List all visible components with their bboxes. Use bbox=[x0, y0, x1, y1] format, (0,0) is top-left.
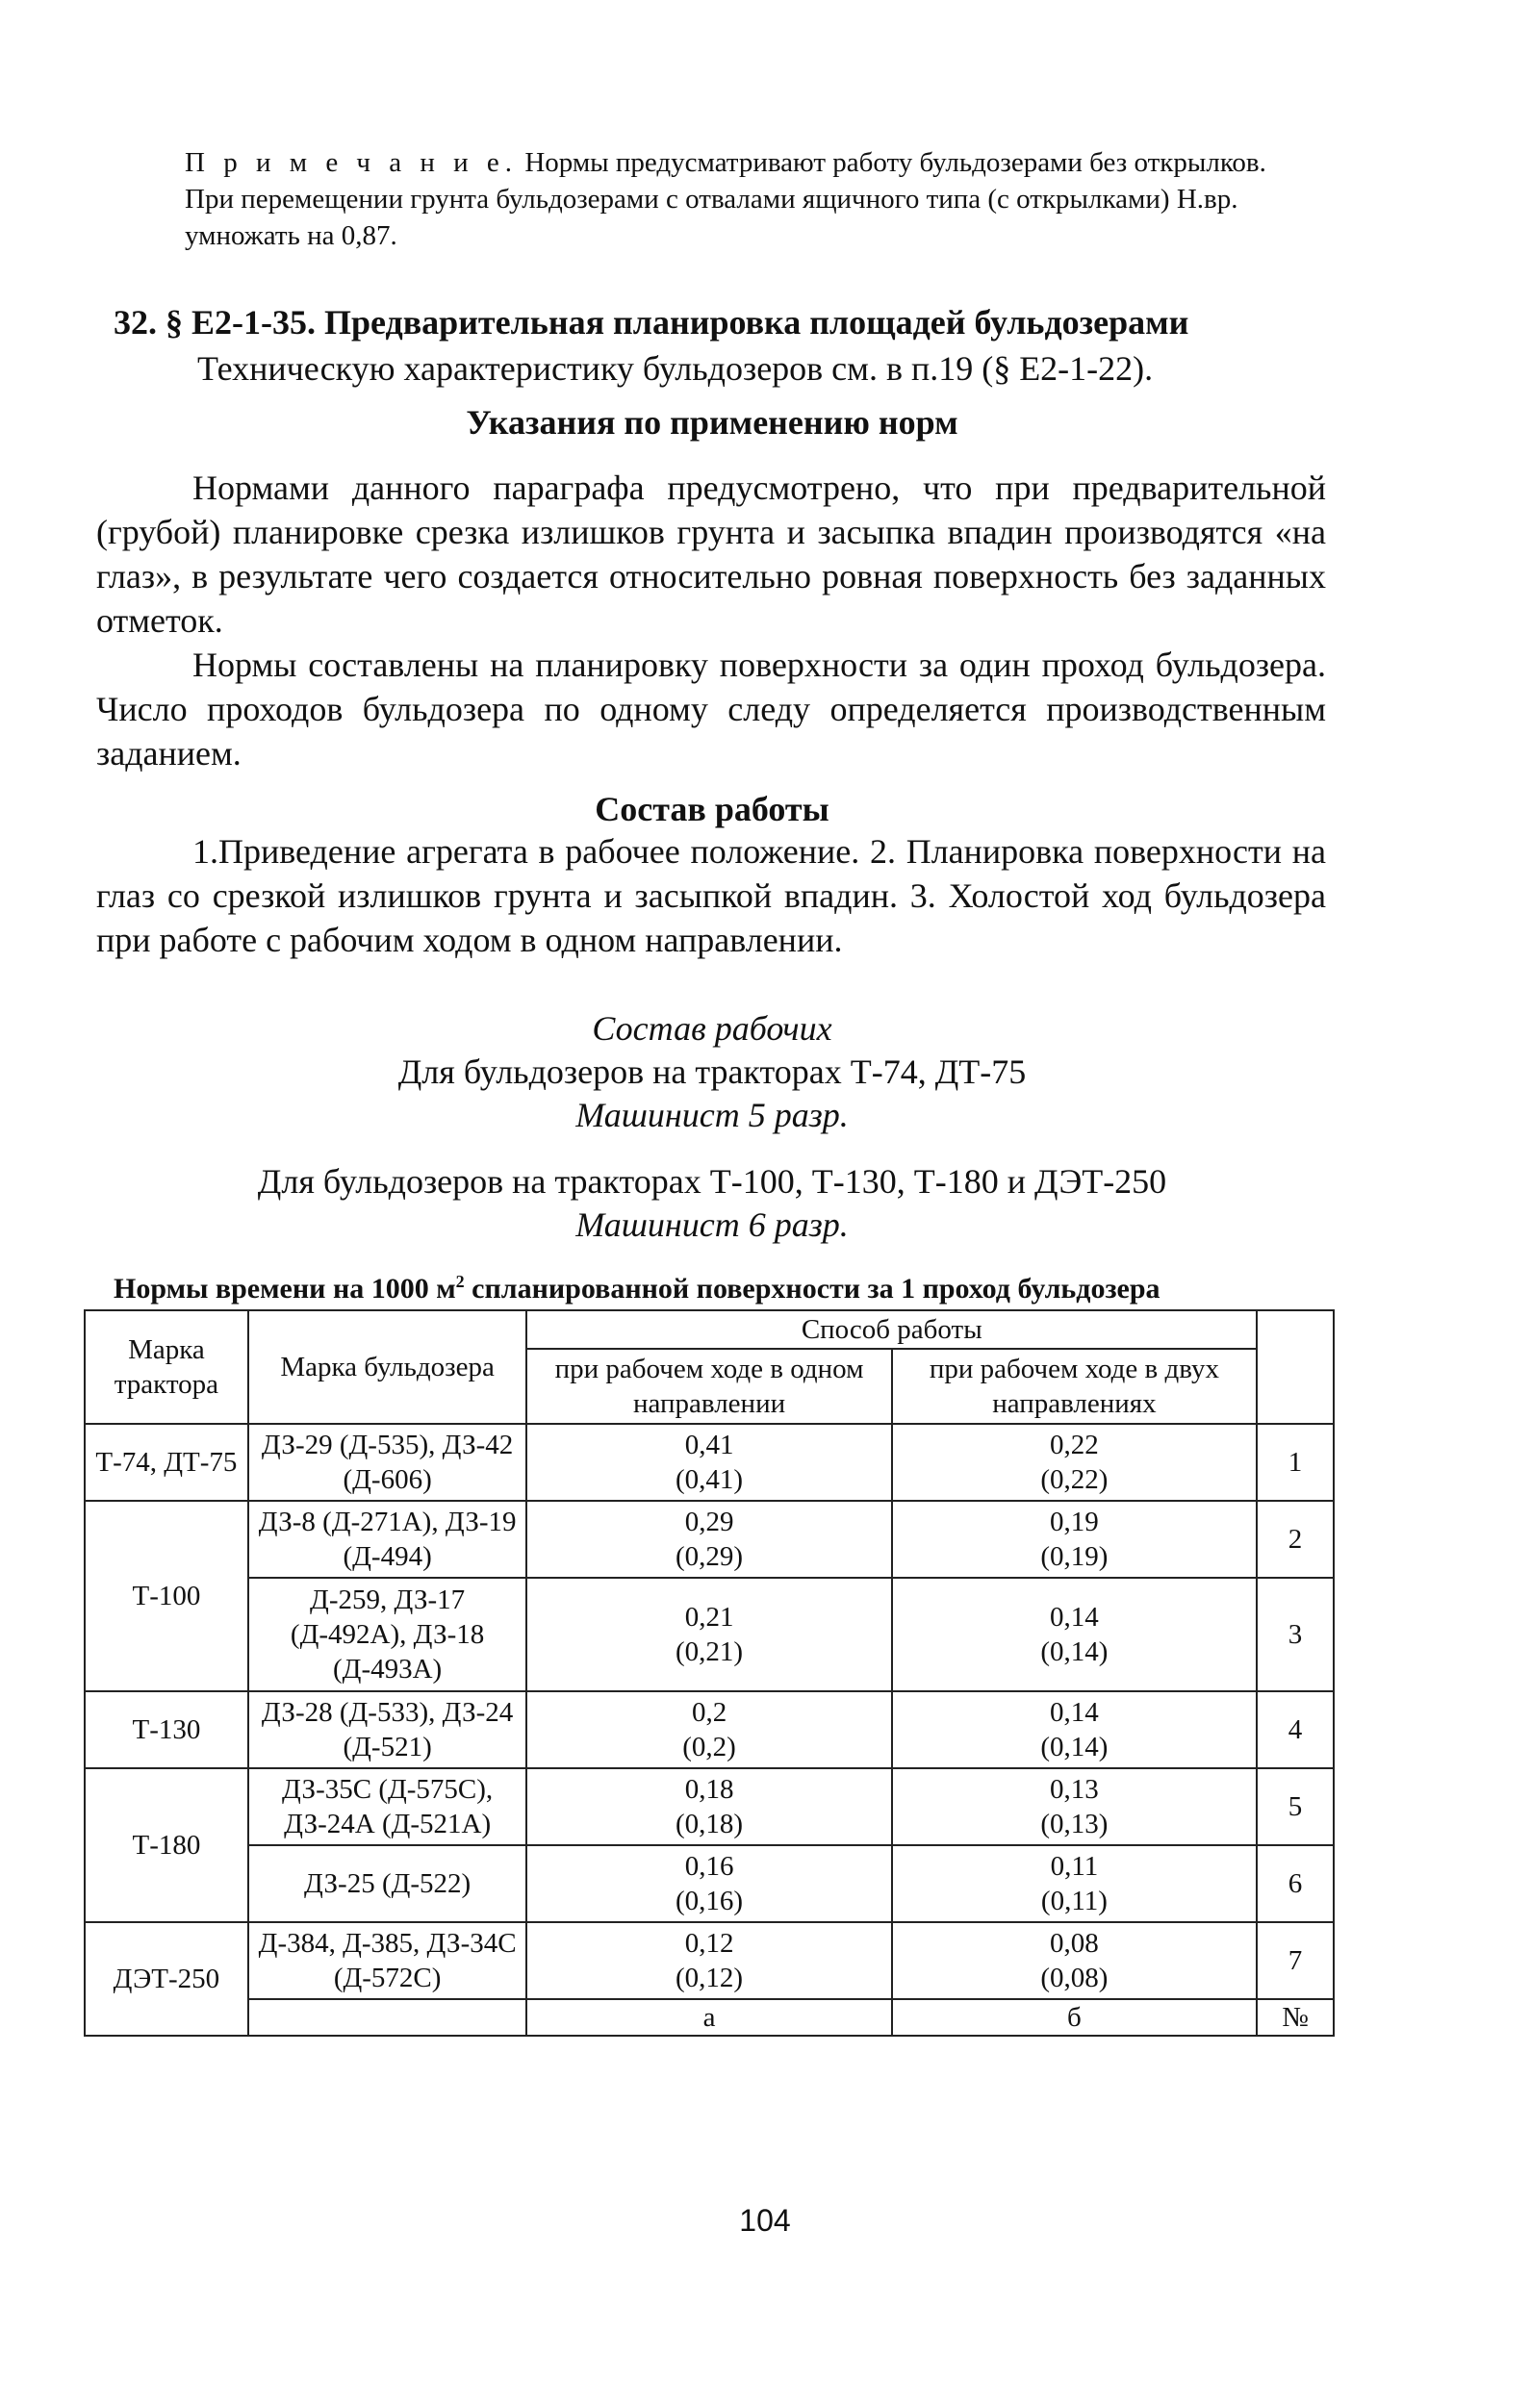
header-two-directions: при рабочем ходе в двух направлениях bbox=[892, 1349, 1257, 1424]
work-composition-title: Состав работы bbox=[595, 790, 829, 828]
value-b-cell: 0,14 (0,14) bbox=[892, 1578, 1257, 1691]
value-a-cell: 0,29 (0,29) bbox=[526, 1501, 891, 1578]
bulldozer-cell: Д-384, Д-385, ДЗ-34С (Д-572С) bbox=[248, 1922, 527, 1999]
norms-table bbox=[84, 1309, 1335, 2037]
crew-2-rank: Машинист 6 разр. bbox=[575, 1205, 849, 1244]
bulldozer-cell: ДЗ-8 (Д-271А), ДЗ-19 (Д-494) bbox=[248, 1501, 527, 1578]
table-row bbox=[85, 1578, 1334, 1691]
table-row bbox=[85, 1501, 1334, 1578]
header-bulldozer: Марка бульдозера bbox=[248, 1310, 527, 1424]
value-a-cell: 0,18 (0,18) bbox=[526, 1768, 891, 1845]
value-a-cell: 0,41 (0,41) bbox=[526, 1424, 891, 1501]
note-text-3: умножать на 0,87. bbox=[185, 220, 397, 251]
row-number-cell: 6 bbox=[1257, 1845, 1334, 1922]
work-composition-text bbox=[96, 829, 1326, 962]
row-number-cell: 5 bbox=[1257, 1768, 1334, 1845]
bulldozer-cell: ДЗ-35С (Д-575С), ДЗ-24А (Д-521А) bbox=[248, 1768, 527, 1845]
header-one-direction: при рабочем ходе в одном направлении bbox=[526, 1349, 891, 1424]
page-number: 104 bbox=[739, 2203, 791, 2238]
row-number-cell: 4 bbox=[1257, 1691, 1334, 1768]
header-blank bbox=[1257, 1310, 1334, 1424]
guidance-paragraph-1: Нормами данного параграфа предусмотрено, что при предварительной (грубой) планировке срезка излишков грунта и засыпка впадин производятся «на глаз», в результате чего создается относительно ровная поверхность без заданных отметок. bbox=[96, 469, 1326, 640]
table-row bbox=[85, 1691, 1334, 1768]
note-prefix: П р и м е ч а н и е. bbox=[185, 147, 519, 178]
table-row bbox=[85, 1424, 1334, 1501]
tractor-cell: Т-100 bbox=[85, 1501, 248, 1691]
row-number-cell: 2 bbox=[1257, 1501, 1334, 1578]
value-b-cell: 0,13 (0,13) bbox=[892, 1768, 1257, 1845]
tractor-cell: Т-74, ДТ-75 bbox=[85, 1424, 248, 1501]
footer-blank bbox=[248, 1999, 527, 2036]
value-b-cell: 0,14 (0,14) bbox=[892, 1691, 1257, 1768]
table-row bbox=[85, 1768, 1334, 1845]
table-header-row bbox=[85, 1310, 1334, 1349]
bulldozer-cell: ДЗ-29 (Д-535), ДЗ-42 (Д-606) bbox=[248, 1424, 527, 1501]
guidance-paragraph-2: Нормы составлены на планировку поверхности за один проход бульдозера. Число проходов бульдозера по одному следу определяется производственным заданием. bbox=[96, 646, 1326, 773]
value-b-cell: 0,19 (0,19) bbox=[892, 1501, 1257, 1578]
row-number-cell: 1 bbox=[1257, 1424, 1334, 1501]
value-a-cell: 0,2 (0,2) bbox=[526, 1691, 891, 1768]
tech-reference: Техническую характеристику бульдозеров см. в п.19 (§ Е2-1-22). bbox=[197, 349, 1154, 388]
crew-1-rank: Машинист 5 разр. bbox=[575, 1096, 849, 1134]
table-footer-row bbox=[85, 1999, 1334, 2036]
guidance-title: Указания по применению норм bbox=[466, 403, 958, 442]
table-caption: Нормы времени на 1000 $м^2$ спланированной поверхности за 1 проход бульдозера bbox=[114, 1272, 1160, 1305]
note-text-2: При перемещении грунта бульдозерами с отвалами ящичного типа (с открылками) Н.вр. bbox=[185, 184, 1238, 215]
row-number-cell: 3 bbox=[1257, 1578, 1334, 1691]
section-heading: 32. § Е2-1-35. Предварительная планировка площадей бульдозерами bbox=[114, 303, 1189, 342]
value-b-cell: 0,11 (0,11) bbox=[892, 1845, 1257, 1922]
header-tractor: Марка трактора bbox=[85, 1310, 248, 1424]
tractor-cell: Т-180 bbox=[85, 1768, 248, 1922]
footer-number: № bbox=[1257, 1999, 1334, 2036]
workers-title: Состав рабочих bbox=[592, 1009, 832, 1048]
table-row bbox=[85, 1845, 1334, 1922]
footer-a: а bbox=[526, 1999, 891, 2036]
crew-2-text: Для бульдозеров на тракторах Т-100, Т-130, Т-180 и ДЭТ-250 bbox=[257, 1162, 1167, 1201]
bulldozer-cell: ДЗ-28 (Д-533), ДЗ-24 (Д-521) bbox=[248, 1691, 527, 1768]
value-a-cell: 0,21 (0,21) bbox=[526, 1578, 891, 1691]
guidance-text bbox=[96, 466, 1326, 775]
value-b-cell: 0,08 (0,08) bbox=[892, 1922, 1257, 1999]
table-row bbox=[85, 1922, 1334, 1999]
row-number-cell: 7 bbox=[1257, 1922, 1334, 1999]
bulldozer-cell: ДЗ-25 (Д-522) bbox=[248, 1845, 527, 1922]
value-b-cell: 0,22 (0,22) bbox=[892, 1424, 1257, 1501]
tractor-cell: ДЭТ-250 bbox=[85, 1922, 248, 2036]
header-work-method: Способ работы bbox=[526, 1310, 1257, 1349]
note-paragraph bbox=[185, 144, 1339, 254]
value-a-cell: 0,12 (0,12) bbox=[526, 1922, 891, 1999]
crew-1-text: Для бульдозеров на тракторах Т-74, ДТ-75 bbox=[397, 1052, 1027, 1091]
footer-b: б bbox=[892, 1999, 1257, 2036]
work-composition-paragraph: 1.Приведение агрегата в рабочее положение. 2. Планировка поверхности на глаз со срезкой излишков грунта и засыпкой впадин. 3. Холостой ход бульдозера при работе с рабочим ходом в одном направлении. bbox=[96, 832, 1326, 959]
note-text-1: Нормы предусматривают работу бульдозерами без открылков. bbox=[518, 147, 1266, 178]
value-a-cell: 0,16 (0,16) bbox=[526, 1845, 891, 1922]
bulldozer-cell: Д-259, ДЗ-17 (Д-492А), ДЗ-18 (Д-493А) bbox=[248, 1578, 527, 1691]
tractor-cell: Т-130 bbox=[85, 1691, 248, 1768]
